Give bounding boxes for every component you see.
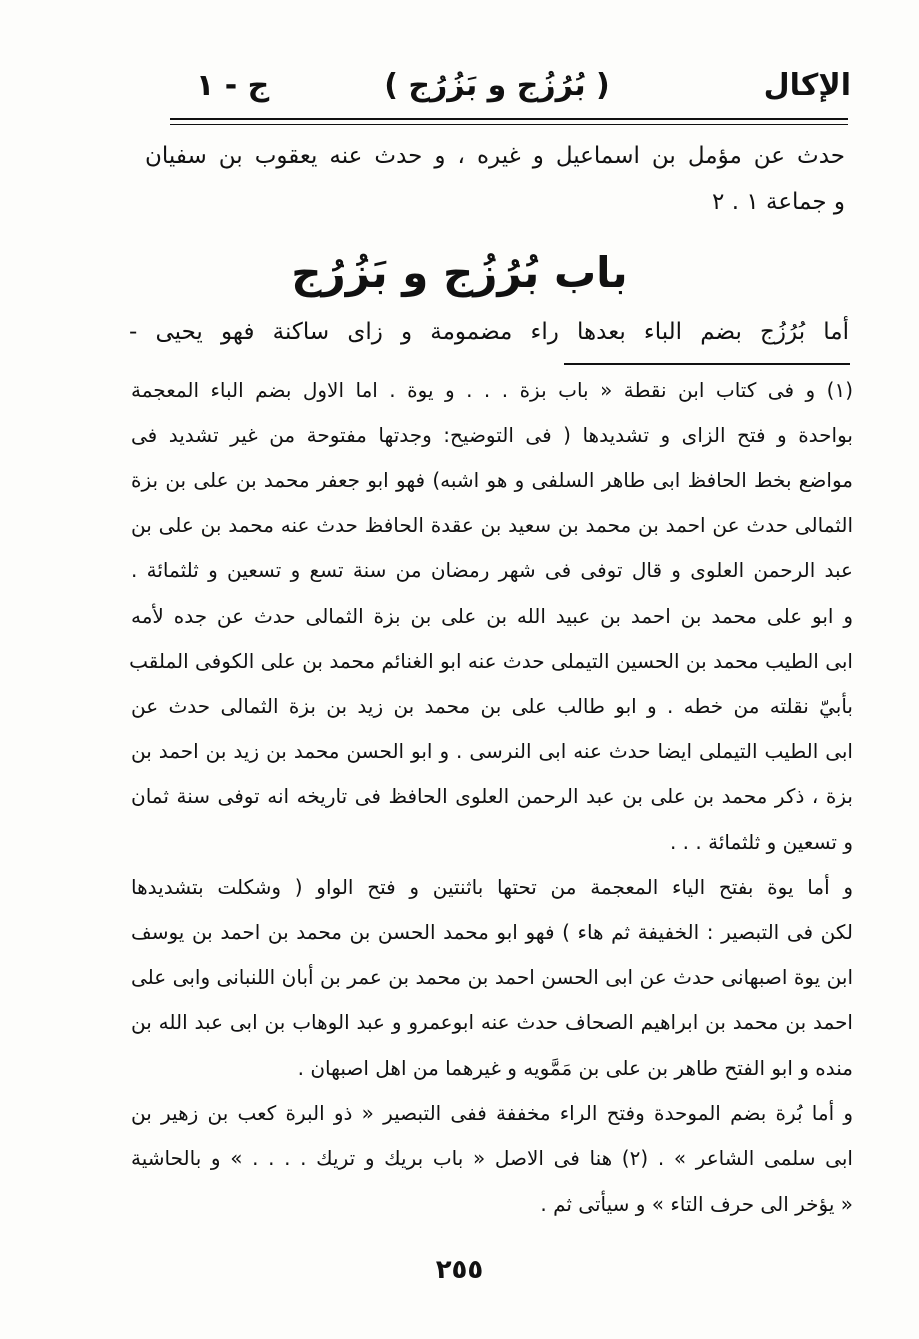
header-section-title: ( بُرُزُج و بَزُرُج ) — [384, 68, 610, 103]
page-number: ٢٥٥ — [435, 1255, 484, 1285]
header-rule-thin — [170, 124, 848, 125]
footnote-line-17: و أما بُرة بضم الموحدة وفتح الراء مخففة ففى التبصير « ذو البرة كعب بن زهير بن — [131, 1101, 853, 1125]
footnote-separator — [564, 363, 850, 365]
footnote-line-18: ابى سلمى الشاعر » . (٢) هنا فى الاصل « باب بريك و تريك . . . . » و بالحاشية — [131, 1146, 853, 1170]
footnote-line-14: ابن يوة اصبهانى حدث عن ابى الحسن احمد بن محمد بن عمر بن أبان اللنبانى وابى على — [131, 965, 853, 989]
footnote-line-2: بواحدة و فتح الزاى و تشديدها ( فى التوضيح: وجدتها مفتوحة من غير تشديد فى — [131, 423, 853, 447]
footnote-line-10: بزة ، ذكر محمد بن على بن عبد الرحمن العلوى الحافظ فى تاريخه انه توفى سنة ثمان — [131, 784, 853, 808]
footnote-line-9: ابى الطيب التيملى ايضا حدث عنه ابى النرسى . و ابو الحسن محمد بن زيد بن احمد بن — [131, 739, 853, 763]
section-heading: باب بُرُزُج و بَزُرُج — [291, 248, 628, 297]
footnote-line-11: و تسعين و ثلثمائة . . . — [669, 830, 853, 854]
header-book-title: الإكال — [763, 68, 851, 103]
footnote-line-4: الثمالى حدث عن احمد بن محمد بن سعيد بن عقدة الحافظ حدث عنه محمد بن على بن — [131, 513, 853, 537]
footnote-line-6: و ابو على محمد بن احمد بن عبيد الله بن على بن بزة الثمالى حدث عن جده لأمه — [131, 604, 853, 628]
footnote-line-8: بأبيّ نقلته من خطه . و ابو طالب على بن محمد بن زيد بن بزة الثمالى حدث عن — [131, 694, 853, 718]
intro-line-2: و جماعة ١ . ٢ — [712, 189, 845, 215]
footnote-line-3: مواضع بخط الحافظ ابى طاهر السلفى و هو اشبه) فهو ابو جعفر محمد بن على بن بزة — [131, 468, 853, 492]
footnote-line-12: و أما يوة بفتح الياء المعجمة من تحتها باثنتين و فتح الواو ( وشكلت بتشديدها — [131, 875, 853, 899]
intro-line-1: حدث عن مؤمل بن اسماعيل و غيره ، و حدث عنه يعقوب بن سفيان — [145, 143, 845, 169]
footnote-line-16: منده و ابو الفتح طاهر بن على بن مَمَّويه و غيرهما من اهل اصبهان . — [297, 1056, 853, 1080]
footnote-line-13: لكن فى التبصير : الخفيفة ثم هاء ) فهو ابو محمد الحسن بن محمد بن احمد بن يوسف — [131, 920, 853, 944]
footnote-line-15: احمد بن محمد بن ابراهيم الصحاف حدث عنه ابوعمرو و عبد الوهاب بن ابى عبد الله بن — [131, 1010, 853, 1034]
header-volume: ج - ١ — [196, 68, 270, 103]
footnote-line-1: (١) و فى كتاب ابن نقطة « باب بزة . . . و يوة . اما الاول بضم الباء المعجمة — [131, 378, 853, 402]
header-rule-thick — [170, 118, 848, 120]
footnote-line-19: « يؤخر الى حرف التاء » و سيأتى ثم . — [540, 1192, 853, 1216]
footnote-line-7: ابى الطيب محمد بن الحسين التيملى حدث عنه ابو الغنائم محمد بن على الكوفى الملقب — [129, 649, 853, 673]
footnote-line-5: عبد الرحمن العلوى و قال توفى فى شهر رمضان من سنة تسع و تسعين و ثلثمائة . — [131, 558, 853, 582]
main-line-1: أما بُرُزُج بضم الباء بعدها راء مضمومة و زاى ساكنة فهو يحيى - — [129, 319, 849, 345]
